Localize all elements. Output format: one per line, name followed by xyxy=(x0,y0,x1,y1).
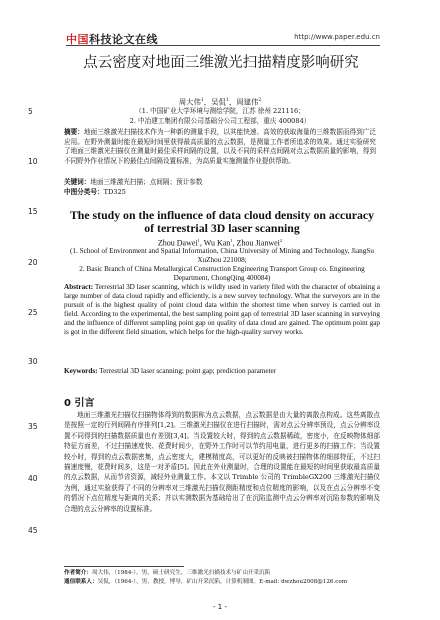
abstract-text: 地面三维激光扫描技术作为一种新的测量手段，以其能快速、高效的获取海量的三维数据而得到广泛应用。在野外测量时能在最短时间里获得最高质量的点云数据，是测量工作者所追求的效果。通过实验研究了地面三维激光扫描仪在测量时最佳采样间隔的设置，以及不同的采样点间隔对点云数据质量的影响，得到不同野外作业情况下的最佳点间隔设置标准，为高质量实施测量作业提供帮助。 xyxy=(64,128,377,165)
page-number: - 1 - xyxy=(213,603,227,611)
affiliation-line: （1. 中国矿业大学环境与测绘学院，江苏 徐州 221116； xyxy=(135,107,305,115)
line-number: 25 xyxy=(28,308,38,317)
author-sup: 2 xyxy=(279,238,283,243)
paper-title-en: The study on the influence of data cloud density on accuracy of terrestrial 3D laser scanning xyxy=(69,208,375,235)
line-number: 35 xyxy=(28,422,38,431)
author-name: 周大伟 xyxy=(178,97,201,107)
author-name: , Zhou Jianwei xyxy=(232,238,280,248)
body-paragraph: 地面三维激光扫描仪扫描物体得到的数据称为点云数据，点云数据是由大量的离散点构成。这些离散点是按照一定的行列间隔有序排列[1,2]。三维激光扫描仪在进行扫描时，需对点云分辨率预设，点云分辨率设置不同得到的扫描数据质量也有差别[3,4]。当设置较大时，得到的点云数据稀疏，密度小，在反映物体细部特征方面差，不过扫描速度快、花费时间少，在野外工作时可以节约用电量，进行更多的扫描工作；当设置较小时，得到的点云数据密集，点云密度大，建模精度高，可以更好的反映被扫描物体的细部特征，不过扫描速度慢，花费时间多，这是一对矛盾[5]。因此在外业测量时，合理的设置能在最短的时间里获取最高质量的点云数据，从而节省资源，减轻外业测量工作。本文以 Trimble 公司的 TrimbleGX200 三维激光扫描仪为例，通过实验获得了不同的分辨率对三维激光扫描仪测距精度和点位精度的影响，以及在点云分辨率不变的情况下点位精度与距离的关系；并以实测数据为基础给出了在沉陷监测中点云分辨率对沉陷参数的影响及合理的点云分辨率的设置标准。 xyxy=(64,411,380,513)
page-header xyxy=(0,0,440,46)
keywords-label: Keywords: xyxy=(64,367,98,375)
author-name: ，吴侃 xyxy=(203,97,226,107)
footnote-label: 通信联系人： xyxy=(64,578,98,585)
author-sup: 1 xyxy=(225,98,229,103)
author-name: ，周建伟 xyxy=(228,97,259,107)
section-heading: 0 引言 xyxy=(64,398,95,409)
paper-title-cn: 点云密度对地面三维激光扫描精度影响研究 xyxy=(83,55,359,71)
author-sup: 1 xyxy=(230,238,233,243)
line-number: 45 xyxy=(28,526,38,535)
author-sup: 2 xyxy=(258,98,262,103)
abstract-en xyxy=(64,283,380,337)
author-name: Zhou Dawei xyxy=(157,238,198,248)
affiliation-line: 2. Basic Branch of China Metallurgical Construction Engineering Transport Group co. Engineering Department, ChongQing 400084) xyxy=(79,265,365,282)
affiliation-line: (1. School of Environment and Spatial Information, China University of Mining and Technology, JiangSu XuZhou 221008; xyxy=(70,247,374,264)
abstract-label: 摘要： xyxy=(64,128,84,136)
logo-part-red: 中国 xyxy=(66,33,89,46)
keywords-label: 关键词： xyxy=(64,178,91,186)
footnote-divider xyxy=(64,566,184,567)
author-sup: 1 xyxy=(197,238,200,243)
authors-cn xyxy=(64,96,376,107)
line-number: 20 xyxy=(28,258,38,267)
footnote-contact xyxy=(64,578,380,587)
affiliations-cn xyxy=(64,107,376,126)
classification-cn xyxy=(64,188,376,198)
header-divider xyxy=(66,45,380,46)
footnote-author xyxy=(64,569,380,578)
keywords-text: 地面三维激光扫描；点间隔；预计参数 xyxy=(90,178,203,186)
line-number: 10 xyxy=(28,157,38,166)
keywords-cn xyxy=(64,178,376,188)
line-number: 40 xyxy=(28,474,38,483)
classification-label: 中图分类号： xyxy=(64,188,104,196)
affiliations-en xyxy=(64,247,380,283)
author-sup: 1 xyxy=(200,98,204,103)
line-number: 30 xyxy=(28,357,38,366)
abstract-cn xyxy=(64,128,376,166)
abstract-label: Abstract: xyxy=(64,283,94,291)
line-number: 5 xyxy=(28,107,33,116)
site-url[interactable]: http://www.paper.edu.cn xyxy=(294,33,380,41)
affiliation-line: 2. 中冶建工集团有限公司基础分公司工程部，重庆 400084） xyxy=(129,116,311,125)
keywords-en xyxy=(64,367,380,376)
footnotes xyxy=(64,569,380,586)
footnote-text: 吴侃，（1964-），男，教授，博导，矿山开采沉陷，计算机制图。E-mail: dwzhou2008@126.com xyxy=(97,578,348,585)
author-name: , Wu Kan xyxy=(199,238,231,248)
logo-part-dark: 科技论文在线 xyxy=(89,33,158,46)
abstract-text: Terrestrial 3D laser scanning, which is wildly used in variety filed with the character of obtaining a large number of data cloud rapidly and efficiently, is a new survey technology. What the surveyors are in the pursuit of is the highest quality of point cloud data within the shortest time when survey is carried out in field. According to the experimental, the best sampling point gap of terrestrial 3D laser scanning in surveying and the influence of different sampling point gap on quality of data cloud are gained. The optimum point gap is got in the different field situation, which helps for the high-quality survey works. xyxy=(64,283,380,336)
footnote-label: 作者简介： xyxy=(64,570,92,576)
line-number: 15 xyxy=(28,207,38,216)
keywords-text: Terrestrial 3D laser scanning; point gap; prediction parameter xyxy=(97,367,277,375)
footnote-text: 周大伟，（1984-），男，硕士研究生，三维激光扫描技术与矿山开采沉陷 xyxy=(91,570,271,576)
classification-text: TD325 xyxy=(103,188,126,196)
